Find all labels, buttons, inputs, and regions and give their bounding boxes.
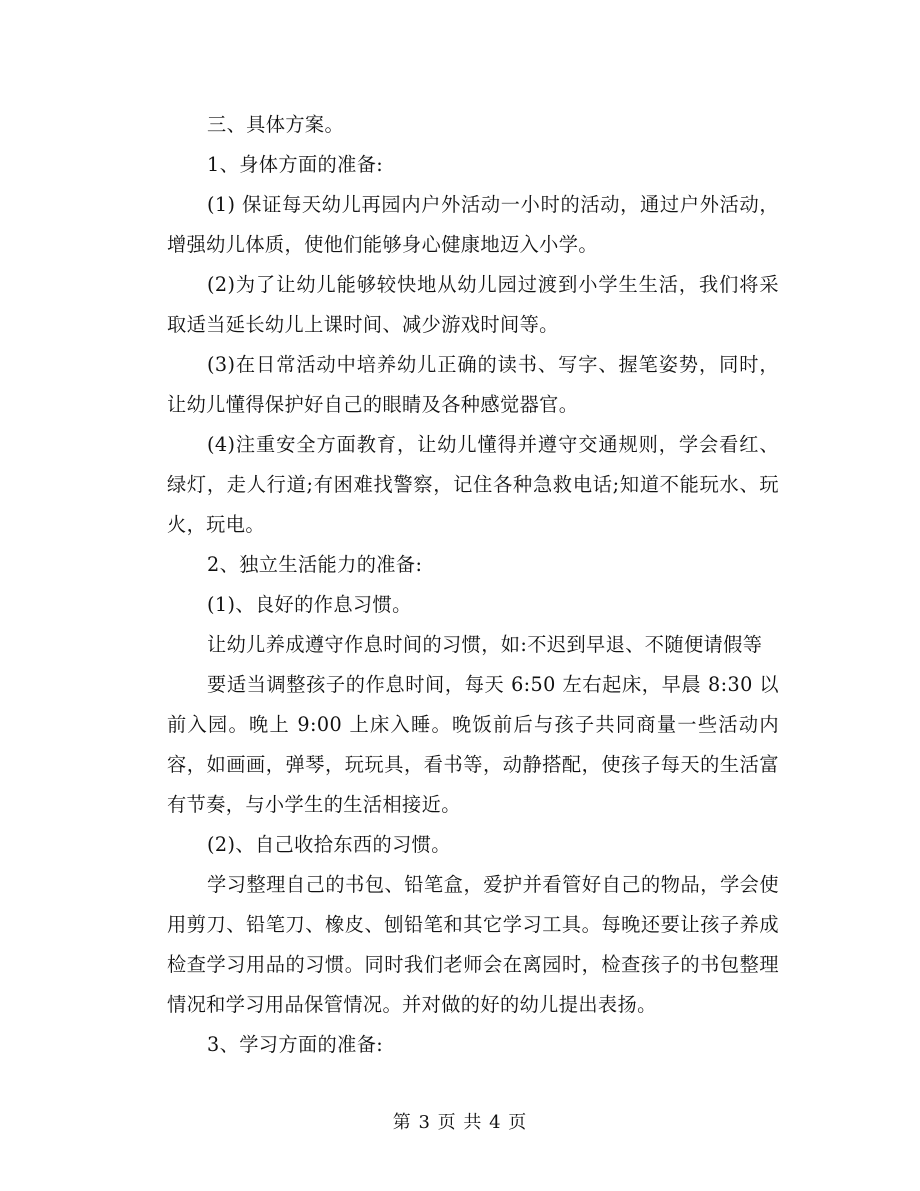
subsection-heading: 2、独立生活能力的准备: [207,553,423,576]
paragraph: 学习整理自己的书包、铅笔盒，爱护并看管好自己的物品，学会使用剪刀、铅笔刀、橡皮、刨铅笔和其它学习工具。每晚还要让孩子养成检查学习用品的习惯。同时我们老师会在离园时，检查孩子的书包整理情况和学习用品保管情况。并对做的好的幼儿提出表扬。 [167,873,779,1016]
item-heading: (1)、良好的作息习惯。 [207,593,412,616]
section-heading: 三、具体方案。 [207,113,345,136]
paragraph: (2)为了让幼儿能够较快地从幼儿园过渡到小学生生活，我们将采取适当延长幼儿上课时间、减少游戏时间等。 [167,273,779,336]
paragraph: (1) 保证每天幼儿再园内户外活动一小时的活动，通过户外活动，增强幼儿体质，使他们能够身心健康地迈入小学。 [167,193,779,256]
paragraph: 让幼儿养成遵守作息时间的习惯，如:不迟到早退、不随便请假等 [207,633,763,656]
document-body [167,105,779,1065]
paragraph: (3)在日常活动中培养幼儿正确的读书、写字、握笔姿势，同时，让幼儿懂得保护好自己的眼睛及各种感觉器官。 [167,353,779,416]
page-number-footer: 第 3 页 共 4 页 [392,1112,528,1133]
item-heading: (2)、自己收拾东西的习惯。 [207,833,451,856]
paragraph: (4)注重安全方面教育，让幼儿懂得并遵守交通规则，学会看红、绿灯，走人行道;有困难找警察，记住各种急救电话;知道不能玩水、玩火，玩电。 [167,433,779,536]
subsection-heading: 1、身体方面的准备: [207,153,384,176]
paragraph: 要适当调整孩子的作息时间，每天 6:50 左右起床，早晨 8:30 以前入园。晚上 9:00 上床入睡。晚饭前后与孩子共同商量一些活动内容，如画画，弹琴，玩玩具，看书等，动静搭配，使孩子每天的生活富有节奏，与小学生的生活相接近。 [167,673,779,816]
subsection-heading: 3、学习方面的准备: [207,1033,384,1056]
